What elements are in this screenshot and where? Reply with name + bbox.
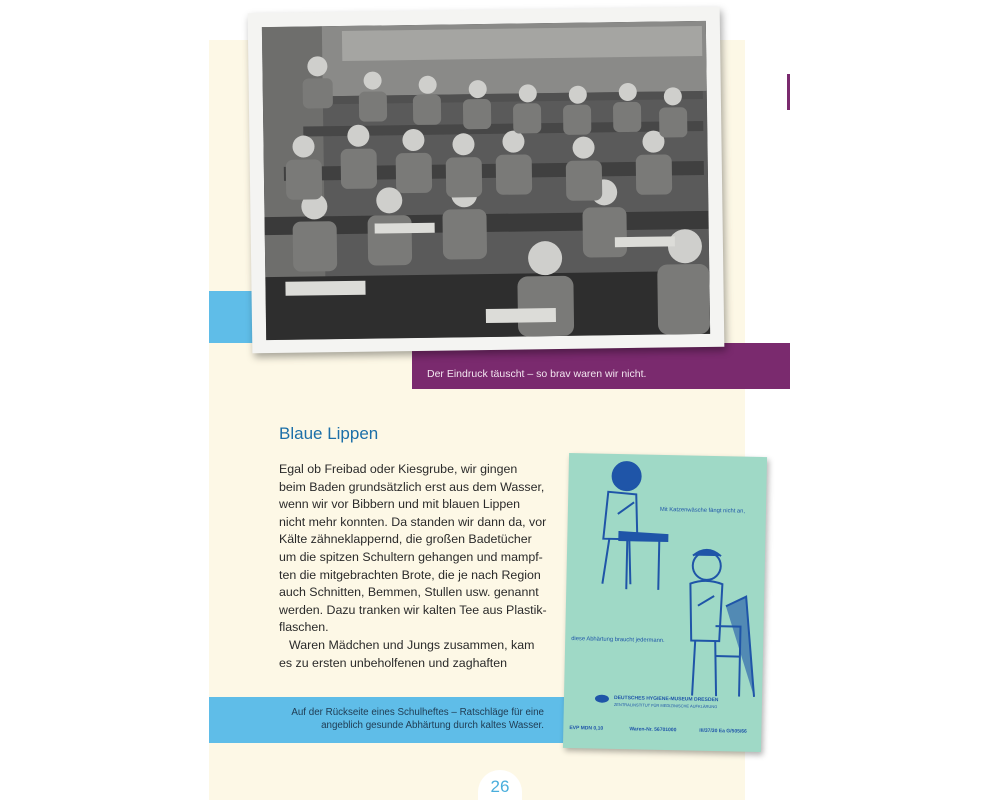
museum-eye-icon (595, 695, 609, 703)
body-line: Kälte zähneklappernd, die großen Badetücher (279, 532, 532, 547)
photo-caption: Der Eindruck täuscht – so brav waren wir nicht. (427, 368, 647, 380)
classroom-photo-image (262, 21, 710, 340)
blue-accent-block (209, 291, 253, 343)
purple-margin-marker (787, 74, 790, 110)
body-line: ten die mitgebrachten Brote, die je nach Region (279, 567, 541, 582)
card-caption-line: Auf der Rückseite eines Schulheftes – Ratschläge für eine (291, 707, 544, 718)
body-line: auch Schnitten, Bemmen, Stullen usw. genannt (279, 585, 539, 600)
body-line: flaschen. (279, 620, 329, 635)
body-line: Egal ob Freibad oder Kiesgrube, wir gingen (279, 462, 518, 476)
card-article-number: Waren-Nr. 56701000 (629, 726, 677, 734)
body-line: werden. Dazu tranken wir kalten Tee aus Plastik- (279, 602, 547, 617)
section-heading: Blaue Lippen (279, 424, 379, 443)
museum-subtitle: ZENTRALINSTITUT FÜR MEDIZINISCHE AUFKLÄRUNG (613, 701, 718, 710)
card-caption-line: angeblich gesunde Abhärtung durch kaltes Wasser. (321, 719, 544, 731)
body-text (279, 461, 559, 672)
card-price: EVP MDN 0,10 (569, 725, 604, 732)
card-text-top: Mit Katzenwäsche fängt nicht an, (659, 506, 746, 515)
body-line: es zu ersten unbeholfenen und zaghaften (279, 655, 508, 670)
page-number: 26 (490, 777, 510, 796)
classroom-photo (262, 21, 710, 340)
museum-name: DEUTSCHES HYGIENE-MUSEUM DRESDEN (613, 694, 719, 704)
classroom-photo-frame (248, 7, 725, 354)
body-line: wenn wir vor Bibbern und mit blauen Lippen (279, 497, 521, 512)
card-caption (222, 707, 544, 732)
body-line: beim Baden grundsätzlich erst aus dem Wasser, (279, 479, 545, 494)
body-line: Waren Mädchen und Jungs zusammen, kam (289, 637, 535, 652)
body-line: nicht mehr konnten. Da standen wir dann da, vor (279, 514, 547, 529)
card-text-mid: diese Abhärtung braucht jedermann. (571, 636, 665, 645)
card-print-code: III/37/30 Ea G/505/66 (699, 727, 747, 735)
body-line: um die spitzen Schultern gehangen und mampf- (279, 549, 543, 564)
hygiene-card (563, 453, 767, 752)
